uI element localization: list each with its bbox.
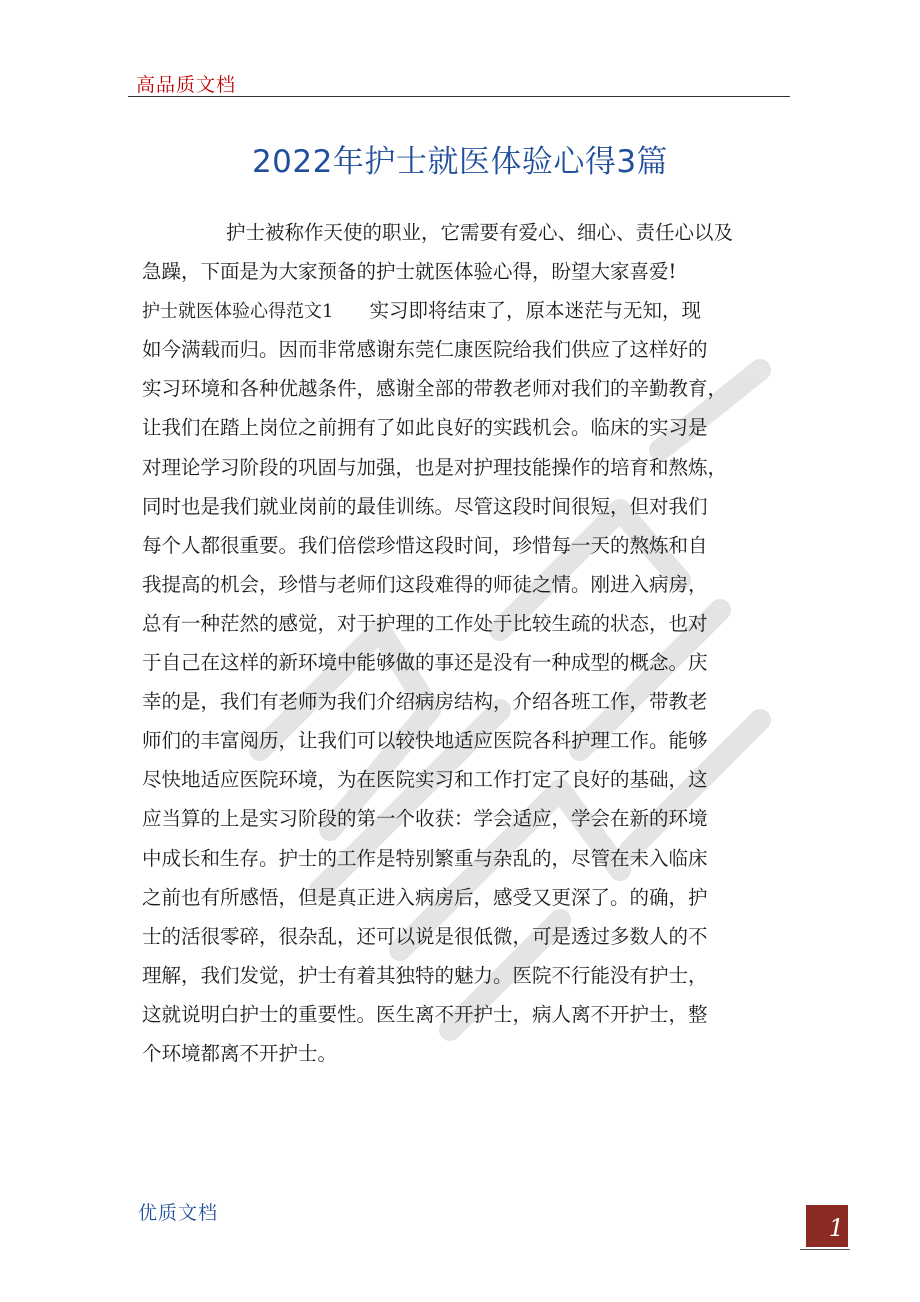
body-line: 这就说明白护士的重要性。医生离不开护士，病人离不开护士，整 bbox=[142, 1002, 708, 1026]
body-line: 个环境都离不开护士。 bbox=[142, 1041, 338, 1065]
section-heading: 护士就医体验心得范文1 bbox=[142, 301, 334, 323]
body-line: 于自己在这样的新环境中能够做的事还是没有一种成型的概念。庆 bbox=[142, 651, 708, 675]
body-line: 士的活很零碎，很杂乱，还可以说是很低微，可是透过多数人的不 bbox=[142, 924, 708, 948]
header-label: 高品质文档 bbox=[136, 74, 237, 96]
header-divider bbox=[128, 96, 790, 97]
body-line: 理解，我们发觉，护士有着其独特的魅力。医院不行能没有护士， bbox=[142, 963, 708, 987]
body-line: 如今满载而归。因而非常感谢东莞仁康医院给我们供应了这样好的 bbox=[142, 338, 708, 362]
page-number: 1 bbox=[828, 1214, 844, 1242]
document-title: 2022年护士就医体验心得3篇 bbox=[251, 144, 669, 180]
document-body bbox=[142, 213, 792, 1073]
page-badge-underline bbox=[800, 1249, 850, 1250]
body-line: 急躁，下面是为大家预备的护士就医体验心得，盼望大家喜爱! bbox=[142, 260, 677, 284]
body-line: 之前也有所感悟，但是真正进入病房后，感受又更深了。的确，护 bbox=[142, 885, 708, 909]
body-line: 每个人都很重要。我们倍偿珍惜这段时间，珍惜每一天的熬炼和自 bbox=[142, 533, 708, 557]
body-line: 实习环境和各种优越条件，感谢全部的带教老师对我们的辛勤教育， bbox=[142, 377, 728, 401]
body-line: 让我们在踏上岗位之前拥有了如此良好的实践机会。临床的实习是 bbox=[142, 416, 708, 440]
body-line: 中成长和生存。护士的工作是特别繁重与杂乱的，尽管在未入临床 bbox=[142, 846, 708, 870]
body-line: 尽快地适应医院环境，为在医院实习和工作打定了良好的基础，这 bbox=[142, 768, 708, 792]
body-line: 对理论学习阶段的巩固与加强，也是对护理技能操作的培育和熬炼， bbox=[142, 455, 728, 479]
body-line: 应当算的上是实习阶段的第一个收获：学会适应，学会在新的环境 bbox=[142, 807, 708, 831]
footer-label: 优质文档 bbox=[138, 1202, 219, 1224]
body-line: 我提高的机会，珍惜与老师们这段难得的师徒之情。刚进入病房， bbox=[142, 572, 708, 596]
body-line: 护士被称作天使的职业，它需要有爱心、细心、责任心以及 bbox=[226, 221, 734, 244]
body-line: 师们的丰富阅历，让我们可以较快地适应医院各科护理工作。能够 bbox=[142, 729, 708, 753]
body-line: 同时也是我们就业岗前的最佳训练。尽管这段时间很短，但对我们 bbox=[142, 494, 708, 518]
body-line: 总有一种茫然的感觉，对于护理的工作处于比较生疏的状态，也对 bbox=[142, 611, 708, 635]
body-line: 幸的是，我们有老师为我们介绍病房结构，介绍各班工作，带教老 bbox=[142, 690, 708, 714]
body-line: 护士就医体验心得范文1 实习即将结束了，原本迷茫与无知，现 bbox=[142, 299, 701, 323]
